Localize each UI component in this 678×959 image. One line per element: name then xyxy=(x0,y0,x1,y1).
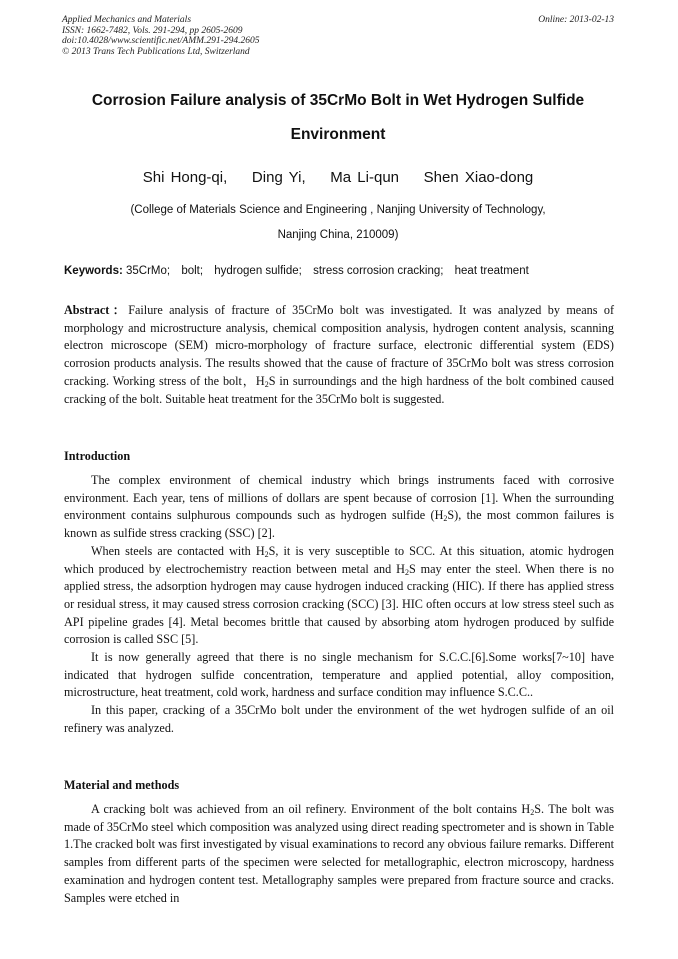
keyword: stress corrosion cracking; xyxy=(313,265,444,277)
doi-line: doi:10.4028/www.scientific.net/AMM.291-294.2605 xyxy=(62,36,260,47)
journal-name: Applied Mechanics and Materials xyxy=(62,15,192,25)
journal-header xyxy=(62,15,614,57)
abstract-label: Abstract xyxy=(64,303,110,317)
h2s-formula: $H_2S$ xyxy=(396,561,416,577)
keyword: bolt; xyxy=(181,265,204,277)
intro-paragraph-3: It is now generally agreed that there is no single mechanism for S.C.C.[6].Some works[7~10] have indicated that hydrogen sulfide concentration, temperature and applied potential, alloy composition, microstructure, heat treatment, cold work, hardness and surface condition may influence S.C.C.. xyxy=(64,650,614,700)
paper-title-line-1: Corrosion Failure analysis of 35CrMo Bolt in Wet Hydrogen Sulfide xyxy=(91,92,585,109)
abstract-text-end: in surroundings and the high hardness of the bolt combined caused cracking of the bolt. Suitable heat treatment for the 35CrMo bolt is suggested. xyxy=(64,373,614,406)
keywords xyxy=(64,265,616,277)
h2s-formula: $H_2S$ xyxy=(255,543,276,559)
keywords-label: Keywords: xyxy=(64,265,123,277)
intro-paragraph-1: The complex environment of chemical industry which brings instruments faced with corrosive environment. Each year, tens of millions of dollars are spent because of corrosion [1]. When the surrounding environment contains sulphurous compounds such as hydrogen sulfide $(H_2S)$, the most common failures is known as sulfide stress cracking (SSC) [2]. xyxy=(64,473,614,541)
keyword: heat treatment xyxy=(454,265,529,277)
affiliation-line-1: (College of Materials Science and Engineering , Nanjing University of Technology, xyxy=(130,204,546,216)
copyright-line: © 2013 Trans Tech Publications Ltd, Switzerland xyxy=(62,46,250,57)
methods-paragraph-1: A cracking bolt was achieved from an oil refinery. Environment of the bolt contains $H_2S$. The bolt was made of 35CrMo steel which composition was analyzed using direct reading spectrometer and is shown in Table 1.The cracked bolt was first investigated by visual examinations to record any obvious failure remarks. Different samples from different parts of the specimen were selected for metallographic, electron microscopy, hardness examination and hydrogen content test. Metallography samples were prepared from fracture source and cracks. Samples were etched in xyxy=(64,802,614,905)
introduction-body xyxy=(64,472,614,738)
keyword: hydrogen sulfide; xyxy=(214,265,302,277)
section-heading-introduction: Introduction xyxy=(64,449,131,463)
h2s-formula: $H_2S$ xyxy=(434,508,455,524)
intro-paragraph-2: When steels are contacted with $H_2S$, it is very susceptible to SCC. At this situation, atomic hydrogen which produced by electrochemistry reaction between metal and $H_2S$ may enter the steel. When there is no applied stress, the adsorption hydrogen may cause hydrogen induced cracking (HIC). If there has applied stress or residual stress, it may caused stress corrosion cracking (SCC) [3]. HIC often occurs at low stress steel such as API pipeline grades [4]. Metal becomes brittle that caused by absorbing atom hydrogen produced by sulfide corrosion is called SSC [5]. xyxy=(64,543,614,647)
h2s-formula: $H_2S$ xyxy=(255,373,276,389)
issn-line: ISSN: 1662-7482, Vols. 291-294, pp 2605-2609 xyxy=(62,25,243,36)
h2s-formula: $H_2S$ xyxy=(521,802,542,817)
author-list: Shi Hong-qi, Ding Yi, Ma Li-qun Shen Xiao-dong xyxy=(142,169,534,186)
intro-paragraph-4: In this paper, cracking of a 35CrMo bolt under the environment of the wet hydrogen sulfide of an oil refinery was analyzed. xyxy=(64,703,614,735)
affiliation-line-2: Nanjing China, 210009) xyxy=(277,229,399,241)
methods-body xyxy=(64,801,614,907)
paper-title-line-2: Environment xyxy=(290,126,386,143)
abstract xyxy=(64,302,614,408)
abstract-text: Failure analysis of fracture of 35CrMo bolt was investigated. It was analyzed by means of morphology and microstructure analysis, chemical composition analysis, hydrogen content analysis, scanning electron microscope (SEM) micro-morphology of fracture surface, electronic differential system (EDS) corrosion products analysis. The results showed that the cause of fracture of 35CrMo bolt was stress corrosion cracking. Working stress of the bolt， xyxy=(64,303,614,388)
keyword: 35CrMo; xyxy=(126,265,171,277)
online-date: Online: 2013-02-13 xyxy=(538,15,614,25)
section-heading-methods: Material and methods xyxy=(64,778,180,792)
abstract-colon: ： xyxy=(109,303,129,317)
